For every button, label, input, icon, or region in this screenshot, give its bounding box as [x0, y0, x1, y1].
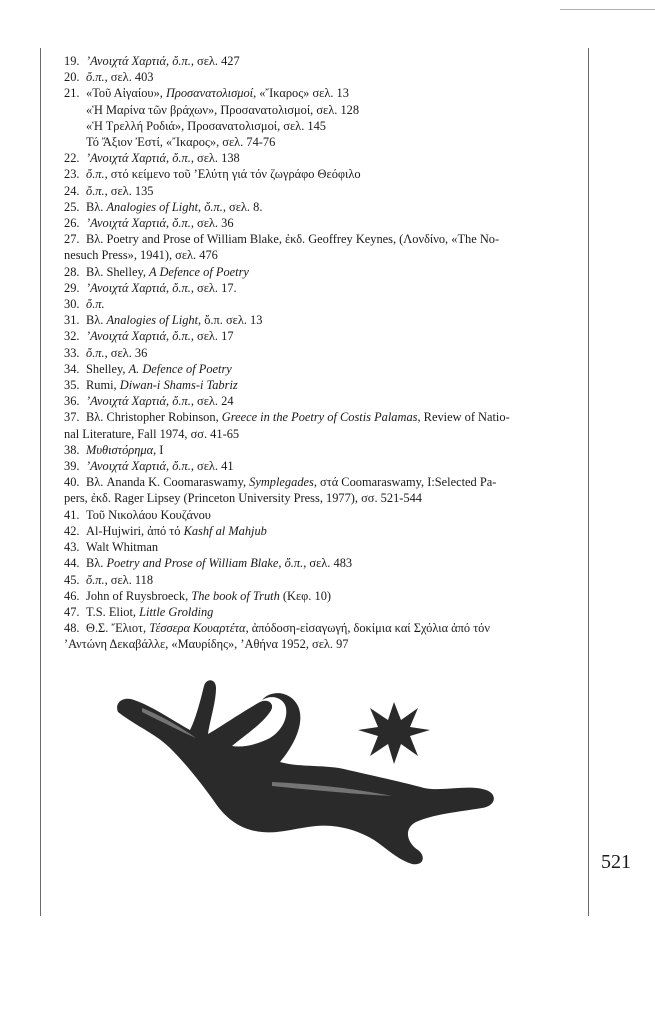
note-text-italic: Poetry and Prose of William Blake, ὄ.π.: [106, 556, 304, 571]
note-text-italic: The book of Truth: [191, 588, 280, 603]
endnote-item: [64, 539, 578, 555]
note-text-italic: σελ.: [175, 248, 197, 263]
endnote-number: 34.: [64, 361, 80, 376]
endnote-text: [86, 85, 578, 101]
note-text-italic: Προσανατολισμοί: [220, 102, 311, 117]
endnote-text: [86, 442, 578, 458]
note-text: , σελ. 118: [104, 572, 154, 587]
endnote-item: [64, 53, 578, 69]
endnote-number: 22.: [64, 151, 80, 166]
note-text: , στό κείμενο τοῦ ’Ελύτη γιά τόν ζωγράφο Θεόφιλο: [104, 167, 361, 182]
note-text-italic: ὄ.π.: [86, 183, 105, 198]
endnote-text: [86, 507, 578, 523]
endnote-number: 35.: [64, 378, 80, 393]
note-text: nal Literature, Fall 1974, σσ. 41-65: [64, 426, 240, 441]
note-text-italic: ὄ.π.: [86, 572, 105, 587]
endnote-text: [86, 409, 578, 425]
bird-and-star-ink-drawing-icon: [112, 672, 552, 872]
note-text: Rumi,: [86, 378, 120, 393]
note-text: Βλ. Ananda K. Coomaraswamy,: [86, 475, 250, 490]
endnote-number: 46.: [64, 588, 80, 603]
note-text: (Κεφ. 10): [279, 588, 332, 603]
endnote-text: [86, 183, 578, 199]
endnote-item: [64, 361, 578, 377]
endnote-number: 19.: [64, 54, 80, 68]
endnote-item: [64, 199, 578, 215]
note-text: 476: [196, 248, 218, 263]
endnote-item: [64, 345, 578, 361]
ink-bird-icon: [117, 680, 494, 864]
note-text: Al-Hujwiri, ἀπό τό: [86, 523, 184, 538]
endnote-text: [86, 328, 578, 344]
note-text-italic: ’Ανοιχτά Χαρτιά,: [86, 54, 173, 68]
endnote-number: 25.: [64, 199, 80, 214]
top-edge-rule: [560, 9, 655, 10]
note-text: , σελ. 403: [104, 70, 154, 85]
note-text: , σελ. 36: [104, 345, 148, 360]
right-margin-rule: [588, 48, 589, 916]
endnote-number: 44.: [64, 556, 80, 571]
endnote-continuation: [64, 134, 578, 150]
note-text: , Ι: [153, 442, 164, 457]
endnote-text: [86, 572, 578, 588]
note-text-italic: A Defence of Poetry: [149, 264, 249, 279]
note-text: Βλ.: [86, 556, 107, 571]
endnote-number: 31.: [64, 313, 80, 328]
endnote-item: [64, 555, 578, 571]
note-text-italic: ’Ανοιχτά Χαρτιά, ὄ.π.: [86, 459, 191, 474]
endnote-text: [86, 150, 578, 166]
note-text: , σελ. 24: [190, 394, 234, 409]
note-text-italic: Analogies of Light: [106, 199, 199, 214]
endnote-number: 29.: [64, 280, 80, 295]
note-text: «Ἡ Μαρίνα τῶν βράχων»,: [86, 102, 221, 117]
note-text-italic: ὄ.π.: [86, 297, 105, 312]
endnote-item: [64, 507, 578, 523]
endnote-text: [86, 458, 578, 474]
endnote-item: [64, 620, 578, 636]
note-text: Βλ.: [86, 313, 107, 328]
note-text: , σελ. 135: [104, 183, 154, 198]
endnote-continuation: [64, 247, 578, 263]
endnote-item: [64, 312, 578, 328]
endnote-item: [64, 215, 578, 231]
note-text: , σελ. 41: [190, 459, 234, 474]
endnote-continuation: [64, 490, 578, 506]
note-text-italic: Greece in the Poetry of Costis Palamas: [221, 410, 418, 425]
note-text-italic: Τέσσερα Κουαρτέτα: [149, 621, 246, 636]
endnote-number: 39.: [64, 459, 80, 474]
endnote-number: 30.: [64, 297, 80, 312]
endnote-number: 47.: [64, 604, 80, 619]
endnote-text: [86, 264, 578, 280]
endnote-text: [86, 555, 578, 571]
endnotes-list: [64, 53, 578, 653]
endnote-item: [64, 231, 578, 247]
endnote-text: [86, 361, 578, 377]
note-text: ,: [198, 199, 205, 214]
note-text: σελ. 427: [197, 54, 240, 68]
note-text: , σελ. 8.: [222, 199, 263, 214]
endnote-number: 37.: [64, 410, 80, 425]
endnote-item: [64, 458, 578, 474]
endnote-text: [86, 69, 578, 85]
note-text: Βλ. Christopher Robinson,: [86, 410, 222, 425]
endnote-text: [86, 620, 578, 636]
endnote-item: [64, 523, 578, 539]
endnote-item: [64, 328, 578, 344]
endnote-item: [64, 393, 578, 409]
endnote-text: [86, 588, 578, 604]
endnote-item: [64, 85, 578, 101]
endnote-item: [64, 409, 578, 425]
note-text-italic: Little Grolding: [139, 604, 214, 619]
note-text-italic: Προσανατολισμοί: [165, 86, 254, 101]
note-text: nesuch Press», 1941),: [64, 248, 176, 263]
endnote-number: 45.: [64, 572, 80, 587]
note-text: , Review of Natio-: [417, 410, 510, 425]
endnote-text: [86, 539, 578, 555]
note-text-italic: A. Defence of Poetry: [128, 361, 232, 376]
note-text: , σελ. 17: [190, 329, 234, 344]
note-text-italic: ὄ.π.: [86, 167, 105, 182]
note-text: «Τοῦ Αἰγαίου»,: [86, 86, 166, 101]
note-text-italic: Symplegades: [249, 475, 314, 490]
endnote-text: [86, 53, 578, 69]
endnote-text: [86, 523, 578, 539]
note-text: , σελ. 483: [303, 556, 353, 571]
note-text-italic: ὄ.π.: [86, 345, 105, 360]
note-text: Βλ. Shelley,: [86, 264, 150, 279]
endnote-item: [64, 183, 578, 199]
endnote-item: [64, 474, 578, 490]
endnote-item: [64, 442, 578, 458]
note-text: , «Ἴκαρος» σελ. 13: [253, 86, 349, 101]
note-text: John of Ruysbroeck,: [86, 588, 192, 603]
endnote-number: 36.: [64, 394, 80, 409]
note-text: , σελ. 128: [310, 102, 360, 117]
note-text-italic: Τό Ἄξιον Ἐστί: [86, 135, 160, 150]
note-text: , σελ. 36: [190, 216, 234, 231]
note-text-italic: ’Ανοιχτά Χαρτιά, ὄ.π.: [86, 394, 191, 409]
endnote-item: [64, 150, 578, 166]
endnote-item: [64, 264, 578, 280]
note-text-italic: ’Ανοιχτά Χαρτιά, ὄ.π.: [86, 216, 191, 231]
note-text: , σελ. 138: [190, 151, 240, 166]
note-text-italic: ’Ανοιχτά Χαρτιά, ὄ.π.: [86, 151, 191, 166]
endnote-number: 32.: [64, 329, 80, 344]
endnote-number: 48.: [64, 621, 80, 636]
note-text: Βλ. Poetry and Prose of William Blake, ἐκδ. Geoffrey Keynes, (Λονδίνο, «The No-: [86, 232, 500, 247]
note-text: , σελ. 17.: [190, 280, 237, 295]
note-text: , «Ἴκαρος», σελ. 74-76: [159, 135, 276, 150]
endnote-number: 21.: [64, 86, 80, 101]
page-number: 521: [601, 851, 631, 873]
endnote-continuation: [64, 102, 578, 118]
note-text-italic: ’Ανοιχτά Χαρτιά, ὄ.π.: [86, 280, 191, 295]
note-text-italic: ὄ.π.,: [172, 54, 198, 68]
note-text-italic: ’Ανοιχτά Χαρτιά, ὄ.π.: [86, 329, 191, 344]
endnote-item: [64, 166, 578, 182]
ink-star-icon: [358, 702, 430, 764]
note-text: , ἀπόδοση-εἰσαγωγή, δοκίμια καί Σχόλια ἀπό τόν: [245, 621, 490, 636]
note-text-italic: Προσανατολισμοί: [187, 118, 278, 133]
endnote-text: [86, 231, 578, 247]
endnote-item: [64, 377, 578, 393]
endnote-text: [86, 215, 578, 231]
endnote-number: 33.: [64, 345, 80, 360]
endnote-item: [64, 588, 578, 604]
endnote-text: [86, 296, 578, 312]
note-text: «Ἡ Τρελλή Ροδιά»,: [86, 118, 188, 133]
endnote-item: [64, 280, 578, 296]
endnote-number: 41.: [64, 507, 80, 522]
endnote-number: 42.: [64, 523, 80, 538]
endnote-text: [86, 280, 578, 296]
endnote-continuation: [64, 118, 578, 134]
note-text: Shelley,: [86, 361, 129, 376]
endnote-number: 28.: [64, 264, 80, 279]
endnote-continuation: [64, 426, 578, 442]
note-text: Θ.Σ. Ἔλιοτ,: [86, 621, 150, 636]
endnote-text: [86, 166, 578, 182]
note-text: Walt Whitman: [86, 540, 159, 555]
note-text: , στά Coomaraswamy, I:Selected Pa-: [313, 475, 497, 490]
endnote-number: 23.: [64, 167, 80, 182]
note-text: pers, ἐκδ. Rager Lipsey (Princeton University Press, 1977), σσ. 521-544: [64, 491, 422, 506]
endnote-continuation: [64, 636, 578, 652]
endnote-text: [86, 199, 578, 215]
note-text: ’Αντώνη Δεκαβάλλε, «Μαυρίδης», ’Αθήνα 1952, σελ. 97: [64, 637, 349, 652]
note-text: , σελ. 145: [277, 118, 326, 133]
endnote-text: [86, 312, 578, 328]
note-text-italic: Μυθιστόρημα: [86, 442, 154, 457]
endnote-number: 26.: [64, 216, 80, 231]
note-text: T.S. Eliot,: [86, 604, 140, 619]
endnote-text: [86, 345, 578, 361]
endnote-number: 27.: [64, 232, 80, 247]
endnote-item: [64, 604, 578, 620]
endnote-text: [86, 377, 578, 393]
endnote-number: 20.: [64, 70, 80, 85]
left-margin-rule: [40, 48, 41, 916]
endnote-item: [64, 69, 578, 85]
endnote-number: 24.: [64, 183, 80, 198]
note-text: Τοῦ Νικολάου Κουζάνου: [86, 507, 211, 522]
endnote-number: 40.: [64, 475, 80, 490]
note-text: Βλ.: [86, 199, 107, 214]
note-text-italic: Kashf al Mahjub: [183, 523, 267, 538]
endnote-number: 38.: [64, 442, 80, 457]
note-text-italic: Diwan-i Shams-i Tabriz: [119, 378, 238, 393]
note-text-italic: Analogies of Light: [106, 313, 199, 328]
endnote-text: [86, 393, 578, 409]
endnote-item: [64, 296, 578, 312]
endnote-number: 43.: [64, 540, 80, 555]
endnote-text: [86, 604, 578, 620]
note-text: , ὄ.π. σελ. 13: [198, 313, 263, 328]
note-text-italic: ὄ.π.: [86, 70, 105, 85]
endnote-item: [64, 572, 578, 588]
note-text-italic: ὄ.π.: [204, 199, 223, 214]
endnote-text: [86, 474, 578, 490]
